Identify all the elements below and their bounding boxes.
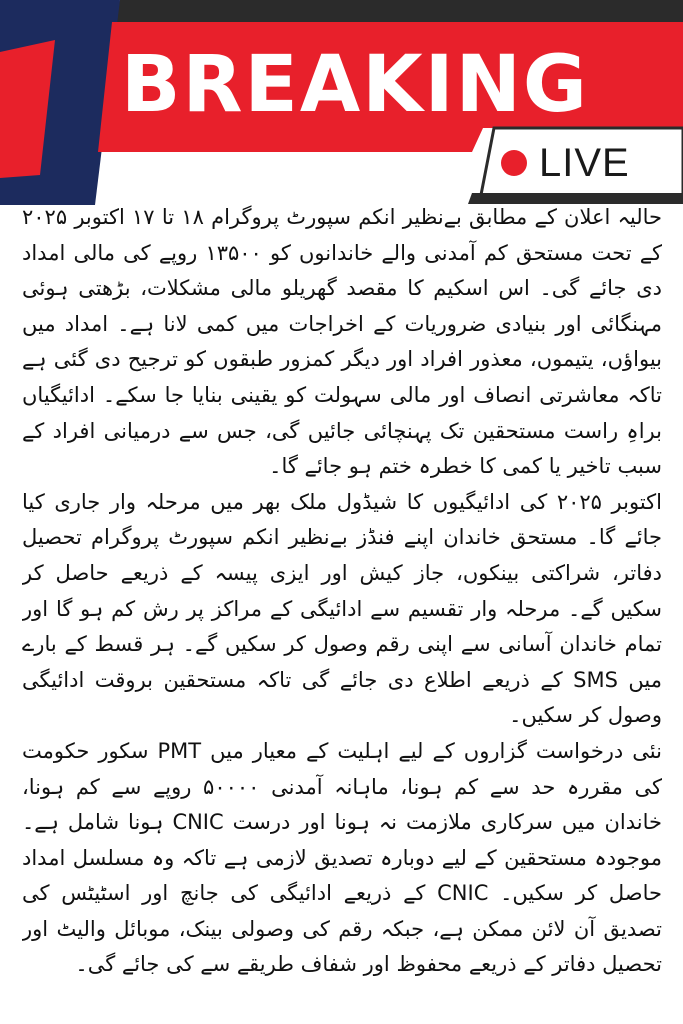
article-paragraph: اکتوبر ۲۰۲۵ کی ادائیگیوں کا شیڈول ملک بھر میں مرحلہ وار جاری کیا جائے گا۔ مستحق خاندان اپنے فنڈز بےنظیر انکم سپورٹ پروگرام تحصیل دفاتر، شراکتی بینکوں، جاز کیش اور ایزی پیسہ کے ذریعے حاصل کر سکیں گے۔ مرحلہ وار تقسیم سے ادائیگی کے مراکز پر رش کم ہو گا اور تمام خاندان آسانی سے اپنی رقم وصول کر سکیں گے۔ ہر قسط کے بارے میں SMS کے ذریعے اطلاع دی جائے گی تاکہ مستحقین بروقت ادائیگی وصول کر سکیں۔ [22,489,662,728]
live-label: LIVE [539,140,630,185]
live-dot-icon [501,150,527,176]
article-body [22,200,662,1015]
banner-dark-strip [112,0,683,22]
article-paragraph: نئی درخواست گزاروں کے لیے اہلیت کے معیار میں PMT سکور حکومت کی مقررہ حد سے کم ہونا، ماہانہ آمدنی ۵۰۰۰۰ روپے سے کم ہونا، خاندان میں سرکاری ملازمت نہ ہونا اور درست CNIC ہونا شامل ہے۔ موجودہ مستحقین کے لیے دوبارہ تصدیق لازمی ہے تاکہ وہ مسلسل امداد حاصل کر سکیں۔ CNIC کے ذریعے ادائیگی کی جانچ اور اسٹیٹس کی تصدیق آن لائن ممکن ہے، جبکہ رقم کی وصولی بینک، موبائل والیٹ اور تحصیل دفاتر کے ذریعے محفوظ اور شفاف طریقے سے کی جائے گی۔ [22,738,662,977]
breaking-banner [0,0,683,210]
breaking-title: BREAKING [121,40,589,130]
article-paragraph: حالیہ اعلان کے مطابق بےنظیر انکم سپورٹ پروگرام ۱۸ تا ۱۷ اکتوبر ۲۰۲۵ کے تحت مستحق کم آمدنی والے خاندانوں کو ۱۳۵۰۰ روپے کی مالی امداد دی جائے گی۔ اس اسکیم کا مقصد گھریلو مالی مشکلات، بڑھتی ہوئی مہنگائی اور بنیادی ضروریات کے اخراجات میں کمی لانا ہے۔ امداد میں بیواؤں، یتیموں، معذور افراد اور دیگر کمزور طبقوں کو ترجیح دی گئی ہے تاکہ معاشرتی انصاف اور مالی سہولت کو یقینی بنایا جا سکے۔ ادائیگیاں براہِ راست مستحقین تک پہنچائی جائیں گی، جس سے درمیانی افراد کے سبب تاخیر یا کمی کا خطرہ ختم ہو جائے گا۔ [22,205,662,479]
live-badge [487,137,647,189]
